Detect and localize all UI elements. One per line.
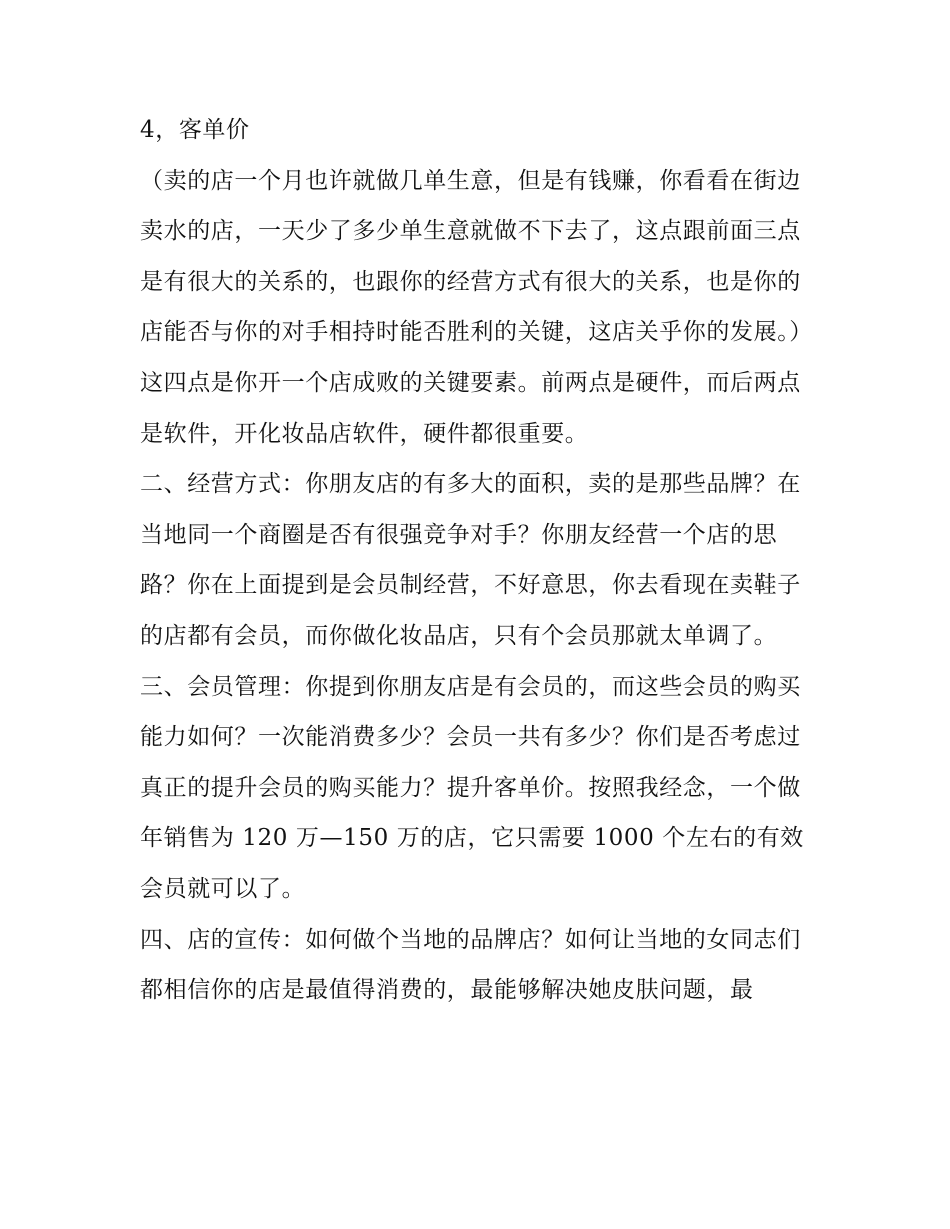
heading-customer-unit-price: 4，客单价 [140,117,250,143]
paragraph-business-model: 二、经营方式：你朋友店的有多大的面积，卖的是那些品牌？在当地同一个商圈是否有很强竞争对手？你朋友经营一个店的思路？你在上面提到是会员制经营，不好意思，你去看现在卖鞋子的店都有会员，而你做化妆品店，只有个会员那就太单调了。 [140,471,801,649]
document-body [140,105,820,1016]
paragraph-member-management: 三、会员管理：你提到你朋友店是有会员的，而这些会员的购买能力如何？一次能消费多少？会员一共有多少？你们是否考虑过真正的提升会员的购买能力？提升客单价。按照我经念，一个做年销售为 120 万—150 万的店，它只需要 1000 个左右的有效会员就可以了。 [140,673,804,902]
paragraph-unit-price-explanation: （卖的店一个月也许就做几单生意，但是有钱赚，你看看在街边卖水的店，一天少了多少单生意就做不下去了，这点跟前面三点是有很大的关系的，也跟你的经营方式有很大的关系，也是你的店能否与你的对手相持时能否胜利的关键，这店关乎你的发展。） [140,167,813,346]
paragraph-store-promotion: 四、店的宣传：如何做个当地的品牌店？如何让当地的女同志们都相信你的店是最值得消费的，最能够解决她皮肤问题，最 [140,926,801,1004]
paragraph-four-key-factors: 这四点是你开一个店成败的关键要素。前两点是硬件，而后两点是软件，开化妆品店软件，硬件都很重要。 [140,369,801,447]
